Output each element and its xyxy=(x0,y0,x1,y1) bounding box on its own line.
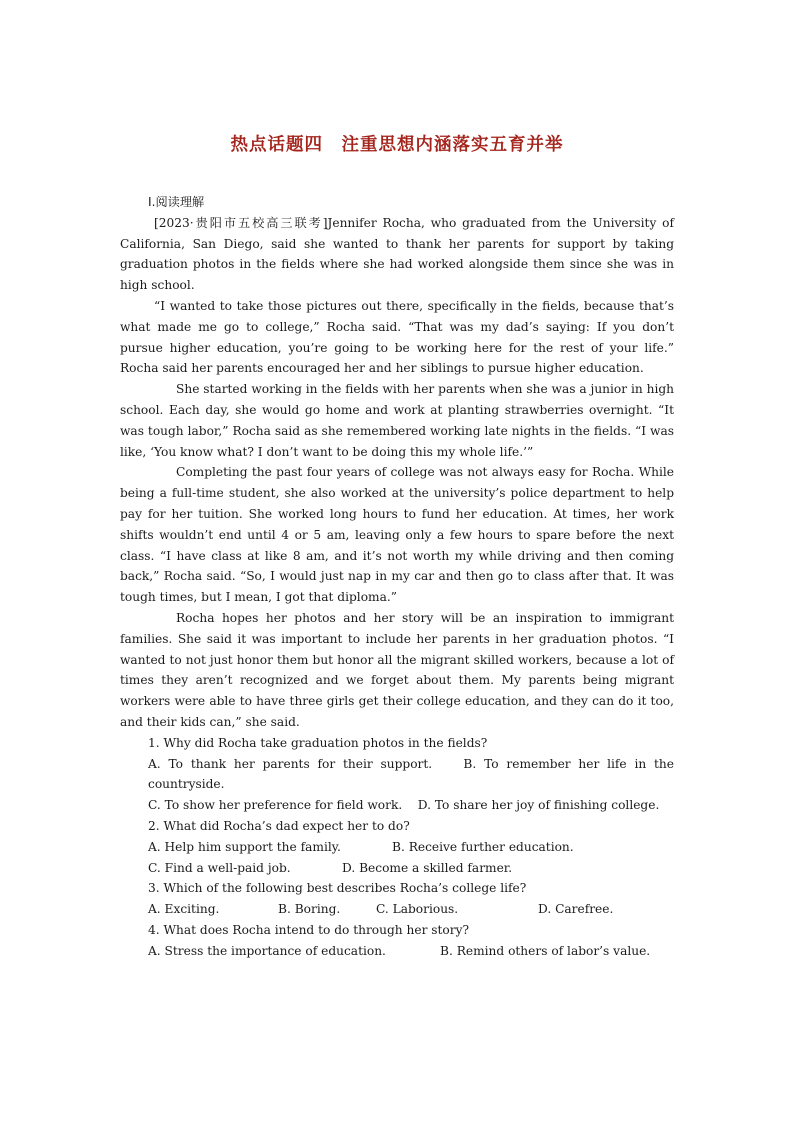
question-options xyxy=(120,837,674,858)
passage-paragraph: “I wanted to take those pictures out there, specifically in the fields, because that’s what made me go to college,” Rocha said. “That was my dad’s saying: If you don’t pursue higher education, you’re going to be working here for the rest of your life.” Rocha said her parents encouraged her and her siblings to pursue higher education. xyxy=(120,298,674,376)
passage-paragraph: Rocha hopes her photos and her story will be an inspiration to immigrant families. She said it was important to include her parents in her graduation photos. “I wanted to not just honor them but honor all the migrant skilled workers, because a lot of times they aren’t recognized and we forget about them. My parents being migrant workers were able to have three girls get their college education, and they can do it too, and their kids can,” she said. xyxy=(120,610,674,729)
passage-paragraph: She started working in the fields with her parents when she was a junior in high school. Each day, she would go home and work at planting strawberries overnight. “It was tough labor,” Rocha said as she remembered working late nights in the fields. “I was like, ‘You know what? I don’t want to be doing this my whole life.’” xyxy=(120,382,674,459)
question-options xyxy=(120,941,674,962)
question-option: A. Help him support the family. xyxy=(148,839,341,854)
question-option: C. To show her preference for field work. D. To share her joy of finishing college. xyxy=(148,798,660,813)
page-title: 热点话题四 注重思想内涵落实五育并举 xyxy=(230,135,564,155)
question-option: A. To thank her parents for their support. B. To remember her life in the countryside. xyxy=(148,756,674,792)
question-options xyxy=(120,858,674,879)
passage-paragraph: Completing the past four years of college was not always easy for Rocha. While being a full-time student, she also worked at the university’s police department to help pay for her tuition. She worked long hours to fund her education. At times, her work shifts wouldn’t end until 4 or 5 am, leaving only a few hours to spare before the next class. “I have class at like 8 am, and it’s not worth my while driving and then coming back,” Rocha said. “So, I would just nap in my car and then go to class after that. It was tough times, but I mean, I got that diploma.” xyxy=(120,465,674,605)
question-option: D. Become a skilled farmer. xyxy=(342,860,513,875)
document-body xyxy=(120,192,674,961)
question-option: B. Receive further education. xyxy=(392,839,574,854)
question-stem: 1. Why did Rocha take graduation photos in the fields? xyxy=(148,735,488,750)
question-option: B. Remind others of labor’s value. xyxy=(440,943,651,958)
question-option: D. Carefree. xyxy=(538,902,614,917)
question-option: A. Stress the importance of education. xyxy=(148,943,386,958)
question-option: C. Find a well-paid job. xyxy=(148,860,291,875)
question-stem: 3. Which of the following best describes Rocha’s college life? xyxy=(148,881,527,896)
question-stem: 2. What did Rocha’s dad expect her to do? xyxy=(148,818,410,833)
passage-paragraph: [2023·贵阳市五校高三联考]Jennifer Rocha, who graduated from the University of California, San Diego, said she wanted to thank her parents for support by taking graduation photos in the fields where she had worked alongside them since she was in high school. xyxy=(120,215,674,293)
question-option: A. Exciting. xyxy=(148,902,220,917)
question-options xyxy=(120,899,674,920)
question-option: B. Boring. xyxy=(278,902,341,917)
question-option: C. Laborious. xyxy=(376,902,459,917)
question-stem: 4. What does Rocha intend to do through her story? xyxy=(148,922,470,937)
section-label: Ⅰ.阅读理解 xyxy=(148,195,205,209)
